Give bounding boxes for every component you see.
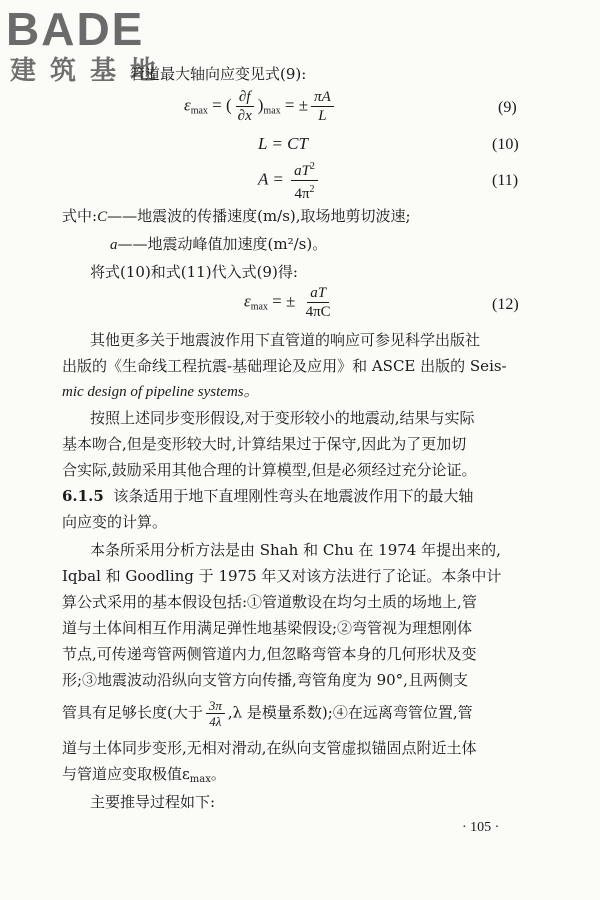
definition-c: 式中:C——地震波的传播速度(m/s),取场地剪切波速; (62, 207, 411, 225)
paragraph-4: 主要推导过程如下: (90, 793, 216, 811)
paragraph-3-line-6: 形;③地震波动沿纵向支管方向传播,弯管角度为 90°,且两侧支 (62, 671, 468, 689)
equation-12: $\varepsilon_{max}$ = ± $\frac{aT}{4\pi C}$ (244, 285, 331, 320)
equation-9: $\varepsilon_{max}$ = ( $\frac{\partial f}{\partial x}$ )$_{max}$ = ± $\frac{\pi A}{L}$ (184, 88, 337, 125)
equation-11-number: (11) (492, 172, 519, 189)
paragraph-3-line-7: 管具有足够长度(大于 $\frac{3\pi}{4\lambda}$ ,λ 是模量系数);④在远离弯管位置,管 (62, 698, 473, 729)
section-number: 6.1.5 (62, 487, 104, 505)
logo-brand: BADE (6, 3, 145, 55)
section-6-1-5-line-1: 6.1.5 该条适用于地下直埋刚性弯头在地震波作用下的最大轴 (62, 487, 474, 505)
equation-10-number: (10) (492, 136, 519, 153)
paragraph-3-line-2: Iqbal 和 Goodling 于 1975 年又对该方法进行了论证。本条中计 (62, 567, 502, 585)
paragraph-1-line-3: mic design of pipeline systems。 (62, 384, 259, 400)
paragraph-3-line-8: 道与土体同步变形,无相对滑动,在纵向支管虚拟锚固点附近土体 (62, 739, 477, 757)
paragraph-1-line-2: 出版的《生命线工程抗震-基础理论及应用》和 ASCE 出版的 Seis- (62, 357, 507, 375)
equation-11: A = $\frac{aT^2}{4\pi^2}$ (258, 158, 321, 203)
substitute-line: 将式(10)和式(11)代入式(9)得: (90, 263, 298, 281)
equation-12-number: (12) (492, 296, 519, 313)
paragraph-3-line-5: 节点,可传递弯管两侧管道内力,但忽略弯管本身的几何形状及变 (62, 645, 477, 663)
section-6-1-5-line-2: 向应变的计算。 (62, 513, 168, 531)
logo-brand-cn: 建筑基地 (10, 56, 171, 86)
paragraph-2-line-3: 合实际,鼓励采用其他合理的计算模型,但是必须经过充分论证。 (62, 461, 477, 479)
equation-9-number: (9) (498, 99, 517, 116)
paragraph-3-line-9: 与管道应变取极值$\varepsilon_{max}$。 (62, 765, 226, 785)
definition-a: a——地震动峰值加速度(m²/s)。 (110, 235, 328, 253)
equation-10: L = CT (258, 134, 308, 153)
paragraph-3-line-4: 道与土体间相互作用满足弹性地基梁假设;②弯管视为理想刚体 (62, 619, 473, 637)
paragraph-2-line-1: 按照上述同步变形假设,对于变形较小的地震动,结果与实际 (90, 409, 475, 427)
paragraph-3-line-1: 本条所采用分析方法是由 Shah 和 Chu 在 1974 年提出来的, (90, 541, 501, 559)
intro-line: 管道最大轴向应变见式(9): (130, 65, 307, 83)
paragraph-1-line-1: 其他更多关于地震波作用下直管道的响应可参见科学出版社 (90, 331, 481, 349)
page-number: · 105 · (462, 820, 500, 835)
paragraph-2-line-2: 基本吻合,但是变形较大时,计算结果过于保守,因此为了更加切 (62, 435, 467, 453)
paragraph-3-line-3: 算公式采用的基本假设包括:①管道敷设在均匀土质的场地上,管 (62, 593, 477, 611)
